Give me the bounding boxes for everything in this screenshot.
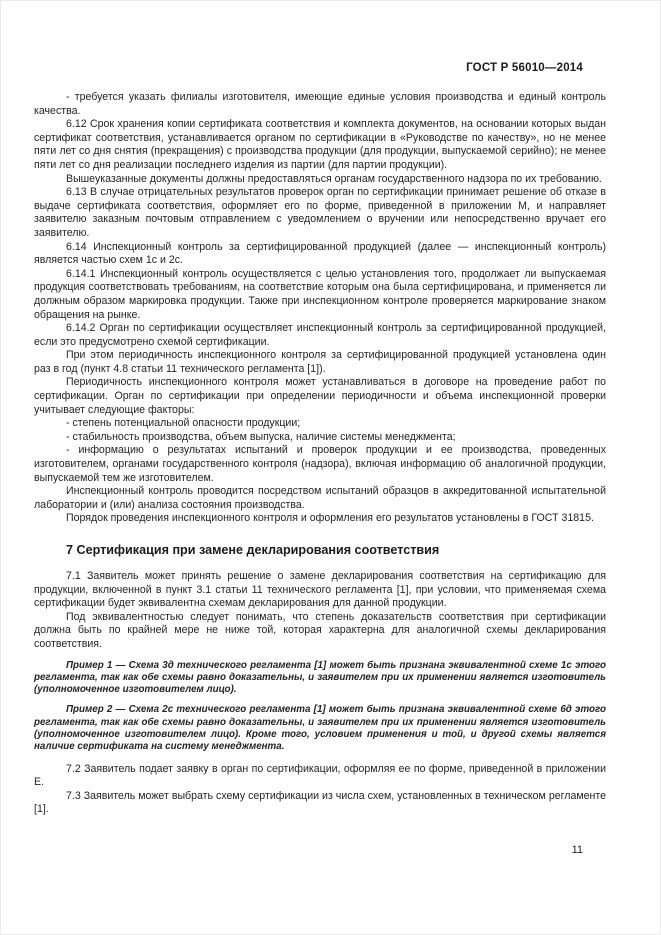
- document-body: [34, 91, 606, 817]
- clause-paragraph: Вышеуказанные документы должны предоставляться органам государственного надзора по их требованию.: [66, 172, 602, 185]
- clause-paragraph: 6.14 Инспекционный контроль за сертифицированной продукцией (далее — инспекционный контроль) является частью схем 1с и 2с.: [34, 240, 606, 267]
- clause-paragraph: 6.13 В случае отрицательных результатов проверок орган по сертификации принимает решение об отказе в выдаче сертификата соответствия, оформляет его по форме, приведенной в приложении М, и направляет заявителю заказным почтовым отправлением с уведомлением о вручении или непосредственно вручает его заявителю.: [34, 186, 606, 239]
- clause-paragraph: 6.14.2 Орган по сертификации осуществляет инспекционный контроль за сертифицированной продукцией, если это предусмотрено схемой сертификации.: [34, 322, 606, 348]
- dash-list-item: - стабильность производства, объем выпуска, наличие системы менеджмента;: [66, 430, 456, 443]
- clause-paragraph: При этом периодичность инспекционного контроля за сертифицированной продукцией установлена один раз в год (пункт 4.8 статьи 11 технического регламента [1]).: [34, 349, 606, 375]
- clause-paragraph: Под эквивалентностью следует понимать, что степень доказательств соответствия при сертификации должна быть по крайней мере не ниже той, которая характерна для аналогичной схемы декларирования соответствия.: [34, 610, 606, 650]
- clause-paragraph: 6.14.1 Инспекционный контроль осуществляется с целью установления того, продолжает ли выпускаемая продукция соответствовать требованиям, на соответствие которым она была сертифицирована, и применяется ли должным образом маркировка продукции. Также при инспекционном контроле проверяется маркирование знаком обращения на рынке.: [34, 267, 606, 321]
- clause-paragraph: Порядок проведения инспекционного контроля и оформления его результатов установлены в ГОСТ 31815.: [66, 512, 594, 525]
- clause-paragraph: 7.1 Заявитель может принять решение о замене декларирования соответствия на сертификацию для продукции, включенной в пункт 3.1 статьи 11 технического регламента [1], при условии, что применяемая схема сертификации будет эквивалентна схемам декларирования для данной продукции.: [34, 570, 606, 610]
- clause-paragraph: 7.2 Заявитель подает заявку в орган по сертификации, оформляя ее по форме, приведенной в приложении Е.: [34, 762, 606, 789]
- dash-list-item: - степень потенциальной опасности продукции;: [66, 417, 301, 430]
- clause-paragraph: Инспекционный контроль проводится посредством испытаний образцов в аккредитованной испытательной лаборатории и (или) анализа состояния производства.: [34, 485, 606, 511]
- hanging-list-item: - требуется указать филиалы изготовителя, имеющие единые условия производства и единый контроль качества.: [34, 91, 606, 117]
- page-number: 11: [571, 844, 583, 856]
- dash-list-item: - информацию о результатах испытаний и проверок продукции и ее производства, проведенных изготовителем, органами государственного контроля (надзора), включая информацию об аналогичной продукции, выпускаемой тем же изготовителем.: [34, 444, 606, 484]
- section-heading: 7 Сертификация при замене декларирования соответствия: [66, 543, 440, 557]
- example-paragraph: Пример 1 — Схема 3д технического регламента [1] может быть признана эквивалентной схеме 1с этого регламента, так как обе схемы равно доказательны, и заявителем при их применении является изготовитель (уполномоченное изготовителем лицо).: [34, 659, 606, 696]
- document-standard-header: ГОСТ Р 56010—2014: [466, 62, 583, 74]
- example-paragraph: Пример 2 — Схема 2с технического регламента [1] может быть признана эквивалентной схеме 6д этого регламента, так как обе схемы равно доказательны, и заявителем при их применении является изготовитель (уполномоченное изготовителем лицо). Кроме того, условием применения и той, и другой схемы является наличие сертификата на систему менеджмента.: [34, 704, 606, 753]
- clause-paragraph: 7.3 Заявитель может выбрать схему сертификации из числа схем, установленных в техническом регламенте [1].: [34, 789, 606, 816]
- clause-paragraph: 6.12 Срок хранения копии сертификата соответствия и комплекта документов, на основании которых выдан сертификат соответствия, устанавливается органом по сертификации в «Руководстве по качеству», но не менее пяти лет со дня снятия (прекращения) с производства продукции (для продукции, выпускаемой серийно); не менее пяти лет со дня реализации последнего изделия из партии (для партии продукции).: [34, 118, 606, 171]
- clause-paragraph: Периодичность инспекционного контроля может устанавливаться в договоре на проведение работ по сертификации. Орган по сертификации при определении периодичности и объема инспекционной проверки учитывает следующие факторы:: [34, 376, 606, 416]
